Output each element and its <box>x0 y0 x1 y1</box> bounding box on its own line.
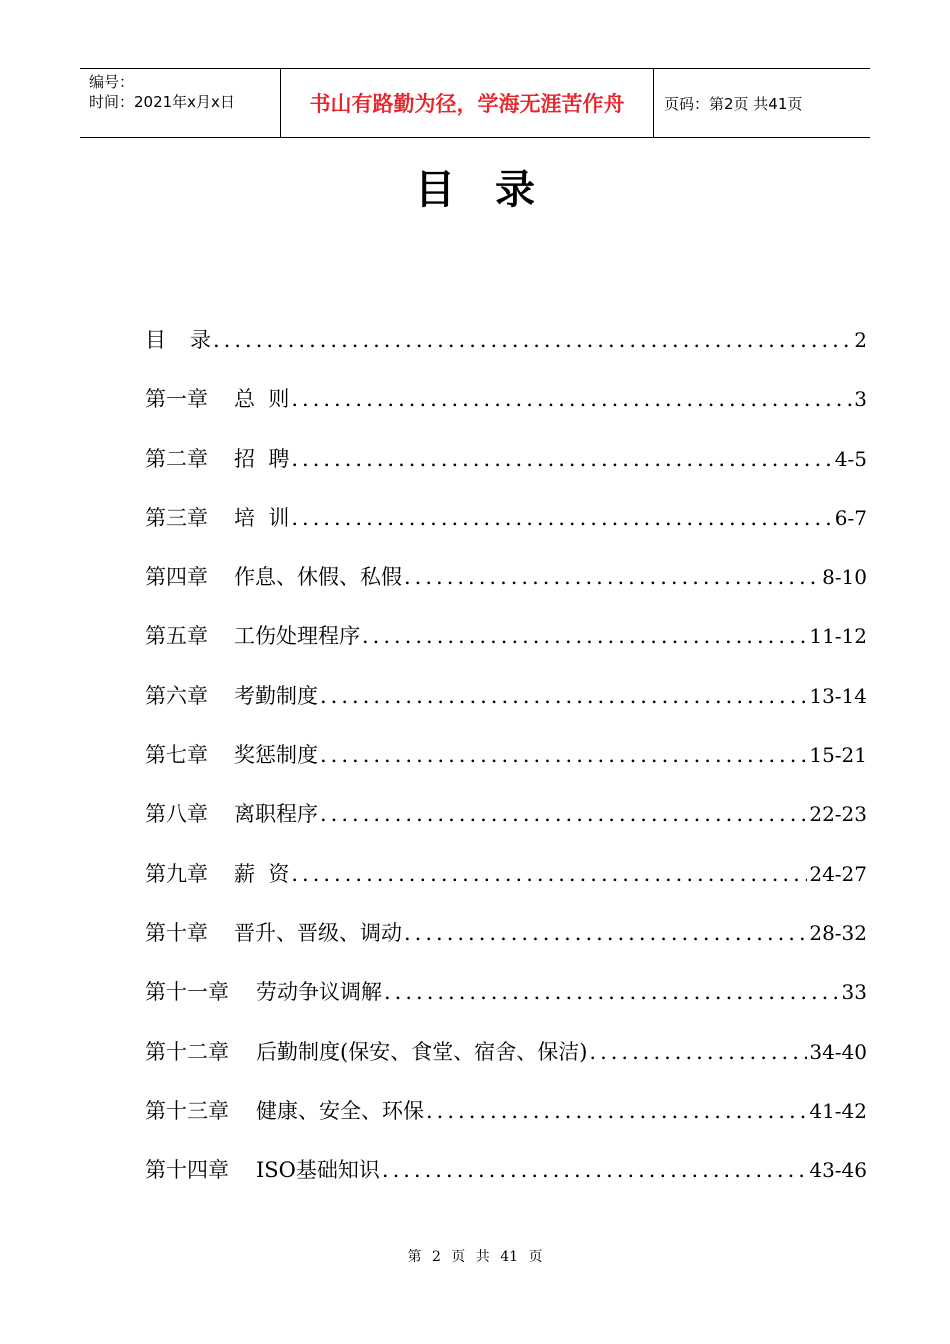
toc-page: 6-7 <box>834 505 867 530</box>
page-title: 目录 <box>415 167 575 213</box>
toc-chapter: 第十章 <box>145 920 208 945</box>
header-meta <box>80 69 281 137</box>
toc-label: 健康、安全、环保 <box>256 1098 424 1123</box>
toc-label: 总 则 <box>234 387 290 412</box>
toc-label: 考勤制度 <box>234 683 318 708</box>
toc-page: 28-32 <box>809 920 867 945</box>
toc-chapter: 第九章 <box>145 861 208 886</box>
toc-label: 薪 资 <box>234 861 290 886</box>
toc-label: 培 训 <box>234 505 290 530</box>
toc-leader <box>384 980 840 1004</box>
toc-chapter: 第二章 <box>145 446 208 471</box>
toc-leader <box>320 743 807 767</box>
toc-leader <box>382 1158 807 1182</box>
toc-label: 工伤处理程序 <box>234 624 360 649</box>
toc-page: 2 <box>854 328 867 352</box>
toc-page: 41-42 <box>809 1098 867 1123</box>
toc-entry <box>145 324 867 383</box>
toc-leader <box>291 387 852 411</box>
toc-entry <box>145 976 867 1035</box>
toc-chapter: 第十三章 <box>145 1098 229 1123</box>
toc-label: ISO基础知识 <box>256 1158 380 1183</box>
toc-entry <box>145 917 867 976</box>
toc-leader <box>320 684 807 708</box>
toc-label: 离职程序 <box>234 802 318 827</box>
toc-chapter: 第八章 <box>145 802 208 827</box>
toc-page: 22-23 <box>809 802 867 827</box>
toc-page: 34-40 <box>809 1039 867 1064</box>
toc-label: 奖惩制度 <box>234 743 318 768</box>
toc-page: 13-14 <box>809 683 867 708</box>
toc-entry <box>145 1095 867 1154</box>
toc-page: 3 <box>854 387 867 412</box>
toc-leader <box>213 328 852 352</box>
toc-chapter: 第一章 <box>145 387 208 412</box>
toc-entry <box>145 1154 867 1213</box>
toc-page: 33 <box>841 980 867 1005</box>
toc-label: 晋升、晋级、调动 <box>234 920 402 945</box>
toc-leader <box>589 1040 807 1064</box>
toc-leader <box>291 447 832 471</box>
toc-entry <box>145 858 867 917</box>
toc-entry <box>145 620 867 679</box>
toc-label: 后勤制度(保安、食堂、宿舍、保洁) <box>256 1039 588 1064</box>
toc-leader <box>362 624 807 648</box>
toc-entry <box>145 502 867 561</box>
toc-page: 24-27 <box>809 861 867 886</box>
toc-leader <box>426 1099 807 1123</box>
toc-page: 4-5 <box>834 446 867 471</box>
page-footer: 第 2 页 共 41 页 <box>407 1249 543 1265</box>
toc-page: 15-21 <box>809 743 867 768</box>
toc-entry <box>145 383 867 442</box>
toc-chapter: 目 <box>145 328 166 352</box>
toc-leader <box>291 506 832 530</box>
toc-chapter: 第四章 <box>145 565 208 590</box>
table-of-contents <box>145 324 867 1213</box>
header-page-info: 页码：第2页 共41页 <box>664 94 803 113</box>
toc-chapter: 第十四章 <box>145 1158 229 1183</box>
toc-page: 11-12 <box>809 624 867 649</box>
toc-label: 录 <box>190 328 211 352</box>
toc-chapter: 第六章 <box>145 683 208 708</box>
toc-label: 劳动争议调解 <box>256 980 382 1005</box>
toc-chapter: 第十一章 <box>145 980 229 1005</box>
toc-chapter: 第三章 <box>145 505 208 530</box>
toc-leader <box>404 921 807 945</box>
toc-entry <box>145 561 867 620</box>
header-motto: 书山有路勤为径，学海无涯苦作舟 <box>281 69 654 137</box>
toc-entry <box>145 739 867 798</box>
toc-leader <box>291 862 807 886</box>
toc-entry <box>145 443 867 502</box>
toc-entry <box>145 798 867 857</box>
toc-label: 作息、休假、私假 <box>234 565 402 590</box>
header-number-label: 编号： <box>89 73 135 91</box>
toc-page: 8-10 <box>822 565 867 590</box>
toc-leader <box>320 802 807 826</box>
page-header <box>80 68 870 138</box>
toc-label: 招 聘 <box>234 446 290 471</box>
toc-leader <box>404 565 820 589</box>
toc-entry <box>145 1036 867 1095</box>
toc-chapter: 第十二章 <box>145 1039 229 1064</box>
header-time-label: 时间：2021年x月x日 <box>89 93 235 111</box>
toc-chapter: 第五章 <box>145 624 208 649</box>
toc-page: 43-46 <box>809 1158 867 1183</box>
toc-entry <box>145 680 867 739</box>
toc-chapter: 第七章 <box>145 743 208 768</box>
